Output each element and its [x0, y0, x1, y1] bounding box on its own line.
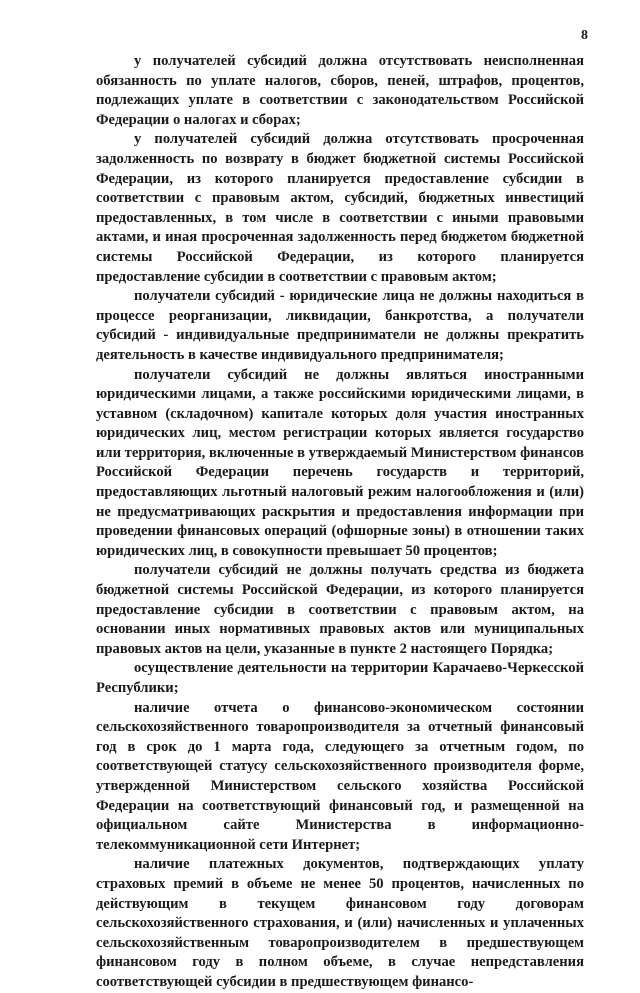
paragraph-territory: осуществление деятельности на территории Карачаево-Черкесской Республики;	[96, 660, 584, 696]
paragraph-overdue-debt: у получателей субсидий должна отсутствовать просроченная задолженность по возврату в бюджет бюджетной системы Российской Федерации, из которого планируется предоставление субсидии в соответствии с правовым актом, субсидий, бюджетных инвестиций предоставленных, в том числе в соответствии с иными правовыми актами, и иная просроченная задолженность перед бюджетом бюджетной системы Российской Федерации, из которого планируется предоставление субсидии в соответствии с правовым актом;	[96, 131, 584, 285]
paragraph-reorganization: получатели субсидий - юридические лица не должны находиться в процессе реорганизации, ликвидации, банкротства, а получатели субсидий - индивидуальные предприниматели не должны прекратить деятельность в качестве индивидуального предпринимателя;	[96, 288, 584, 363]
paragraph-tax-obligations: у получателей субсидий должна отсутствовать неисполненная обязанность по уплате налогов, сборов, пеней, штрафов, процентов, подлежащих уплате в соответствии с законодательством Российской Федерации о налогах и сборах;	[96, 53, 584, 128]
paragraph-financial-report: наличие отчета о финансово-экономическом состоянии сельскохозяйственного товаропроизводителя за отчетный финансовый год в срок до 1 марта года, следующего за отчетным годом, по соответствующей статусу сельскохозяйственного производителя форме, утвержденной Министерством сельского хозяйства Российской Федерации на соответствующий финансовый год, и размещенной на официальном сайте Министерства в информационно-телекоммуникационной сети Интернет;	[96, 699, 584, 853]
paragraph-insurance-payments: наличие платежных документов, подтверждающих уплату страховых премий в объеме не менее 50 процентов, начисленных по действующим в текущем финансовом году договорам сельскохозяйственного страхования, и (или) начисленных и уплаченных сельскохозяйственным товаропроизводителем в предшествующем финансовом году в полном объеме, в случае непредставления соответствующей субсидии в предшествующем финансо-	[96, 856, 584, 990]
page-number: 8	[581, 28, 588, 43]
document-body	[96, 52, 584, 993]
paragraph-other-funds: получатели субсидий не должны получать средства из бюджета бюджетной системы Российской Федерации, из которого планируется предоставление субсидии в соответствии с правовым актом, на основании иных нормативных правовых актов или муниципальных правовых актов на цели, указанные в пункте 2 настоящего Порядка;	[96, 562, 584, 657]
paragraph-foreign-entities: получатели субсидий не должны являться иностранными юридическими лицами, а также российскими юридическими лицами, в уставном (складочном) капитале которых доля участия иностранных юридических лиц, местом регистрации которых является государство или территория, включенные в утверждаемый Министерством финансов Российской Федерации перечень государств и территорий, предоставляющих льготный налоговый режим налогообложения и (или) не предусматривающих раскрытия и предоставления информации при проведении финансовых операций (офшорные зоны) в отношении таких юридических лиц, в совокупности превышает 50 процентов;	[96, 366, 584, 559]
